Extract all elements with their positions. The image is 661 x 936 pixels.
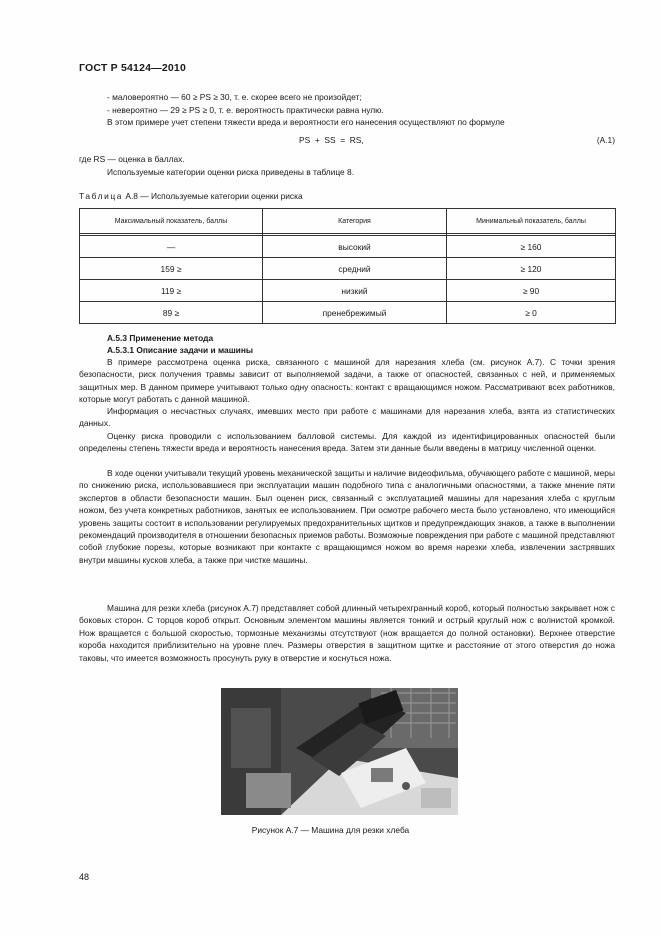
table-cell: низкий: [263, 280, 447, 302]
paragraph: В ходе оценки учитывали текущий уровень механической защиты и наличие видеофильма, обучающего работе с машиной, меры по снижению риска, использовавшиеся при эксплуатации машин подобного типа с аналогичными опасностями, а также мнение пяти экспертов в области безопасности машин. Был оценен риск, связанный с эксплуатацией машины для нарезания хлеба с круглым ножом, без учета конкретных работников, занятых ее использованием. При осмотре рабочего места было установлено, что имеющийся уровень защиты состоит в использовании регулируемых предохранительных щитков и предупреждающих знаков, а также в выполнении рекомендаций производителя в отношении безопасных приемов работы. Возможные повреждения при работе с машиной представляют собой глубокие порезы, которые возникают при контакте с вращающимся ножом во время нарезки хлеба, извлечении застрявших внутри машины кусков хлеба, а также при чистке машины.: [79, 468, 615, 565]
table-row: [80, 280, 616, 302]
table-caption: [79, 191, 303, 201]
intro-line: - невероятно — 29 ≥ PS ≥ 0, т. е. вероятность практически равна нулю.: [107, 105, 384, 115]
table-cell: ≥ 120: [447, 258, 616, 280]
paragraph: Машина для резки хлеба (рисунок А.7) представляет собой длинный четырехгранный короб, который полностью закрывает нож с боковых сторон. С торцов короб открыт. Основным элементом машины является тонкий и острый круглый нож с волнистой кромкой. Нож вращается с большой скоростью, тормозные механизмы отсутствуют (нож вращается до полной остановки). Верхнее отверстие короба находится приблизительно на уровне плеч. Размеры отверстия в защитном щитке и расстояние от этого отверстия до ножа таковы, что имеется возможность просунуть руку в отверстие и коснуться ножа.: [79, 603, 615, 663]
intro-line: - маловероятно — 60 ≥ PS ≥ 30, т. е. скорее всего не произойдет;: [107, 92, 362, 102]
formula-number: (А.1): [596, 135, 615, 145]
table-cell: ≥ 0: [447, 302, 616, 324]
page-number: 48: [79, 872, 90, 882]
table-cell: —: [80, 236, 263, 258]
table-row: [80, 236, 616, 258]
table-row: [80, 302, 616, 324]
table-cell: ≥ 90: [447, 280, 616, 302]
figure-caption: Рисунок А.7 — Машина для резки хлеба: [251, 825, 410, 835]
formula-expression: PS + SS = RS,: [299, 135, 364, 145]
paragraph: Оценку риска проводили с использованием балловой системы. Для каждой из идентифицированных опасностей были определены степень тяжести вреда и вероятность нанесения вреда. Затем эти данные были введены в матрицу численной оценки.: [79, 431, 615, 454]
risk-category-table: [79, 208, 616, 324]
table-cell: пренебрежимый: [263, 302, 447, 324]
table-header-row: [80, 209, 616, 234]
table-cell: ≥ 160: [447, 236, 616, 258]
table-header-cell: Категория: [263, 209, 447, 234]
table-cell: 119 ≥: [80, 280, 263, 302]
table-caption-text: А.8 — Используемые категории оценки риска: [123, 191, 303, 201]
document-header: ГОСТ Р 54124—2010: [79, 62, 187, 74]
subsection-heading: А.5.3.1 Описание задачи и машины: [107, 345, 254, 355]
paragraph: В примере рассмотрена оценка риска, связанного с машиной для нарезания хлеба (см. рисунок А.7). С точки зрения безопасности, риск получения травмы зависит от выполняемой задачи, а также от опасностей, связанных с ней, и применяемых защитных мер. В данном примере учитывают только одну опасность: контакт с вращающимся ножом. Рассматривают всех работников, которые могут работать с данной машиной.: [79, 357, 615, 405]
table-cell: 89 ≥: [80, 302, 263, 324]
paragraph: Информация о несчастных случаях, имевших место при работе с машинами для нарезания хлеба, взята из статистических данных.: [79, 406, 615, 429]
table-caption-label: Таблица: [79, 191, 124, 201]
table-cell: 159 ≥: [80, 258, 263, 280]
table-cell: средний: [263, 258, 447, 280]
table-reference: Используемые категории оценки риска приведены в таблице 8.: [107, 167, 355, 177]
bread-slicer-photo: [221, 688, 458, 815]
intro-line: В этом примере учет степени тяжести вреда и вероятности его нанесения осуществляют по формуле: [107, 117, 505, 127]
table-row: [80, 258, 616, 280]
table-header-cell: Минимальный показатель, баллы: [447, 209, 616, 234]
table-cell: высокий: [263, 236, 447, 258]
table-header-cell: Максимальный показатель, баллы: [80, 209, 263, 234]
section-heading: А.5.3 Применение метода: [107, 333, 214, 343]
formula-legend: где RS — оценка в баллах.: [79, 154, 185, 164]
